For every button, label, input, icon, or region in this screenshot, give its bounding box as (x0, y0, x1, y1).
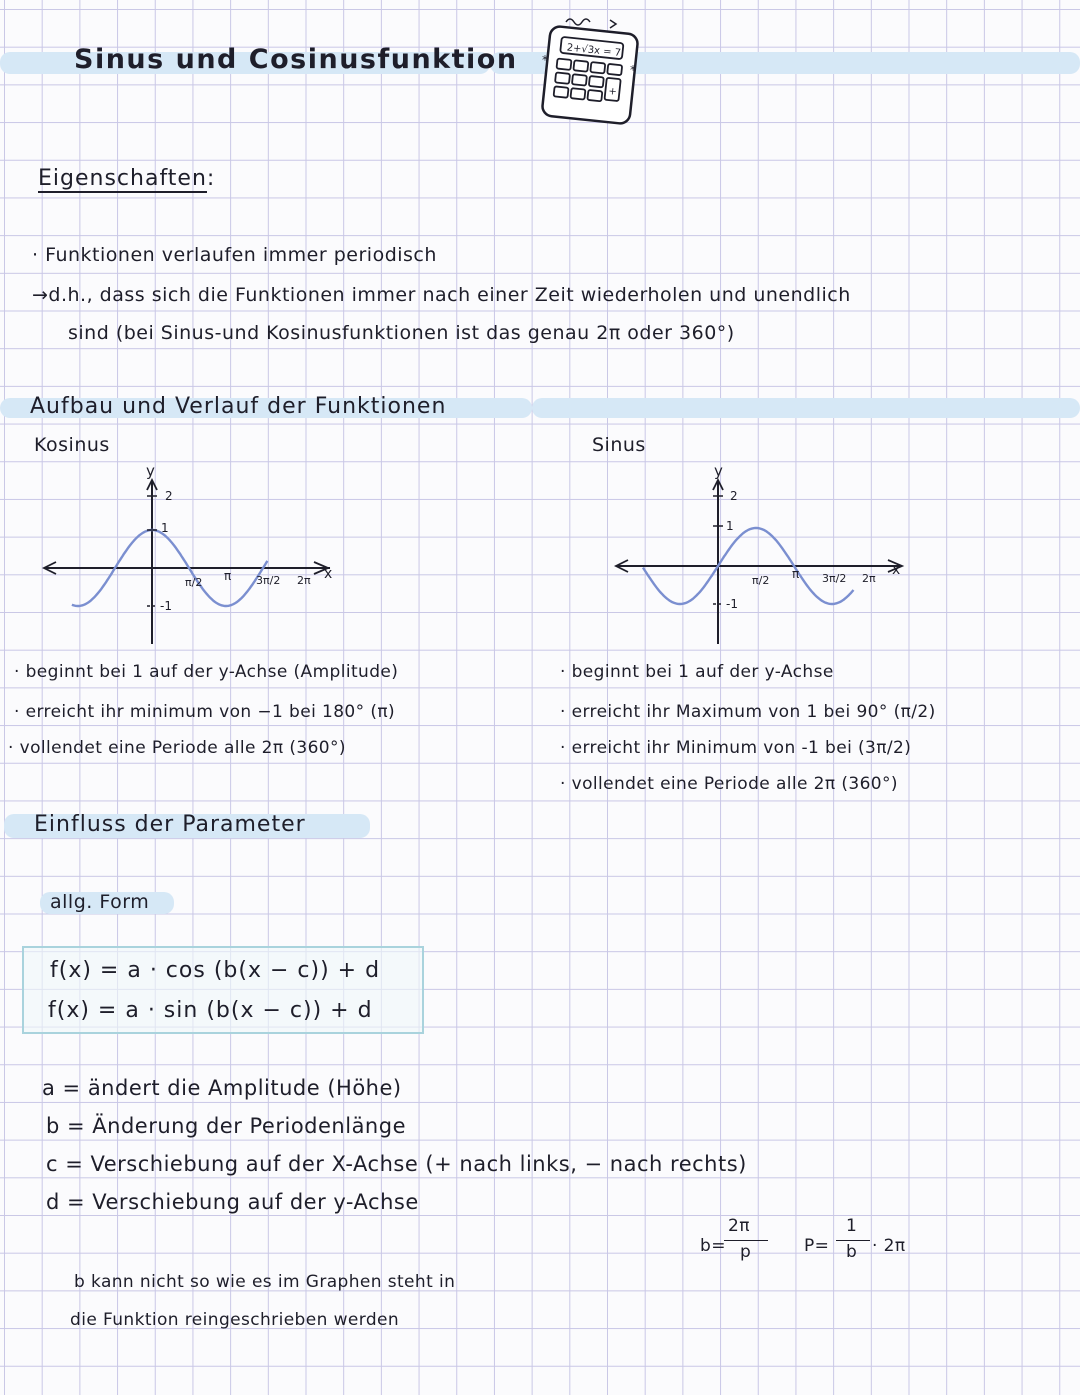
cosine-graph (30, 460, 350, 650)
cosine-note-1: · beginnt bei 1 auf der y-Achse (Amplitude) (14, 662, 399, 682)
sine-graph (608, 460, 918, 650)
sine-tick-minus-1: -1 (726, 597, 738, 611)
b-formula-denominator: p (740, 1242, 752, 1262)
sine-note-1: · beginnt bei 1 auf der y-Achse (560, 662, 834, 682)
sine-x-label: x (892, 562, 901, 578)
formula-sine: f(x) = a · sin (b(x − c)) + d (48, 998, 373, 1023)
parameter-heading: Einfluss der Parameter (34, 812, 306, 837)
p-fraction-line (836, 1240, 870, 1241)
property-line-2: →d.h., dass sich die Funktionen immer nach einer Zeit wiederholen und unendlich (32, 284, 851, 306)
period-formulas (700, 1214, 960, 1268)
sine-note-2: · erreicht ihr Maximum von 1 bei 90° (π/2) (560, 702, 936, 722)
p-formula-denominator: b (846, 1242, 858, 1262)
property-line-1: · Funktionen verlaufen immer periodisch (32, 244, 437, 266)
sine-x-2pi: 2π (862, 572, 876, 585)
b-fraction-line (724, 1240, 768, 1241)
param-d: d = Verschiebung auf der y-Achse (46, 1190, 419, 1214)
p-formula-label: P= (804, 1236, 830, 1256)
cosine-note-2: · erreicht ihr minimum von −1 bei 180° (π) (14, 702, 396, 722)
eigenschaften-heading-text: Eigenschaften (38, 166, 207, 191)
sine-x-pi-half: π/2 (752, 574, 770, 587)
page-title: Sinus und Cosinusfunktion (74, 44, 518, 75)
form-label: allg. Form (50, 891, 150, 913)
cosine-tick-2: 2 (165, 489, 173, 503)
aufbau-highlight-right (532, 398, 1080, 418)
aufbau-heading: Aufbau und Verlauf der Funktionen (30, 394, 447, 419)
param-a: a = ändert die Amplitude (Höhe) (42, 1076, 402, 1100)
param-b: b = Änderung der Periodenlänge (46, 1114, 406, 1138)
b-formula-numerator: 2π (728, 1216, 750, 1236)
sine-tick-1: 1 (726, 519, 734, 533)
cosine-x-pi: π (224, 569, 232, 583)
sine-y-label: y (714, 462, 723, 480)
p-formula-numerator: 1 (846, 1216, 858, 1236)
sine-label: Sinus (592, 434, 646, 456)
calculator-icon (538, 14, 642, 126)
sine-tick-2: 2 (730, 489, 738, 503)
eigenschaften-heading (38, 166, 215, 191)
sine-note-4: · vollendet eine Periode alle 2π (360°) (560, 774, 898, 794)
cosine-tick-minus-1: -1 (160, 599, 172, 613)
sine-x-pi: π (792, 567, 800, 581)
formula-cosine: f(x) = a · cos (b(x − c)) + d (50, 958, 381, 983)
sine-x-3pi-half: 3π/2 (822, 572, 847, 585)
eigenschaften-colon: : (206, 166, 216, 191)
sine-note-3: · erreicht ihr Minimum von -1 bei (3π/2) (560, 738, 912, 758)
b-formula-label: b= (700, 1236, 726, 1256)
svg-text:*: * (542, 53, 548, 67)
svg-text:+: + (607, 86, 618, 98)
calculator-display: 2+√3x = 7 (566, 42, 622, 60)
cosine-note-3: · vollendet eine Periode alle 2π (360°) (8, 738, 346, 758)
cosine-x-label: x (324, 566, 333, 582)
cosine-x-2pi: 2π (297, 574, 311, 587)
param-c: c = Verschiebung auf der X-Achse (+ nach links, − nach rechts) (46, 1152, 747, 1176)
cosine-label: Kosinus (34, 434, 110, 456)
note-line-2: die Funktion reingeschrieben werden (70, 1310, 400, 1330)
cosine-y-label: y (146, 462, 155, 480)
cosine-x-3pi-half: 3π/2 (256, 574, 281, 587)
cosine-tick-1: 1 (161, 521, 169, 535)
property-line-3: sind (bei Sinus-und Kosinusfunktionen ist das genau 2π oder 360°) (68, 322, 735, 344)
p-formula-tail: · 2π (872, 1236, 906, 1256)
note-line-1: b kann nicht so wie es im Graphen steht in (74, 1272, 456, 1292)
cosine-x-pi-half: π/2 (185, 576, 203, 589)
svg-text:*: * (630, 63, 636, 77)
